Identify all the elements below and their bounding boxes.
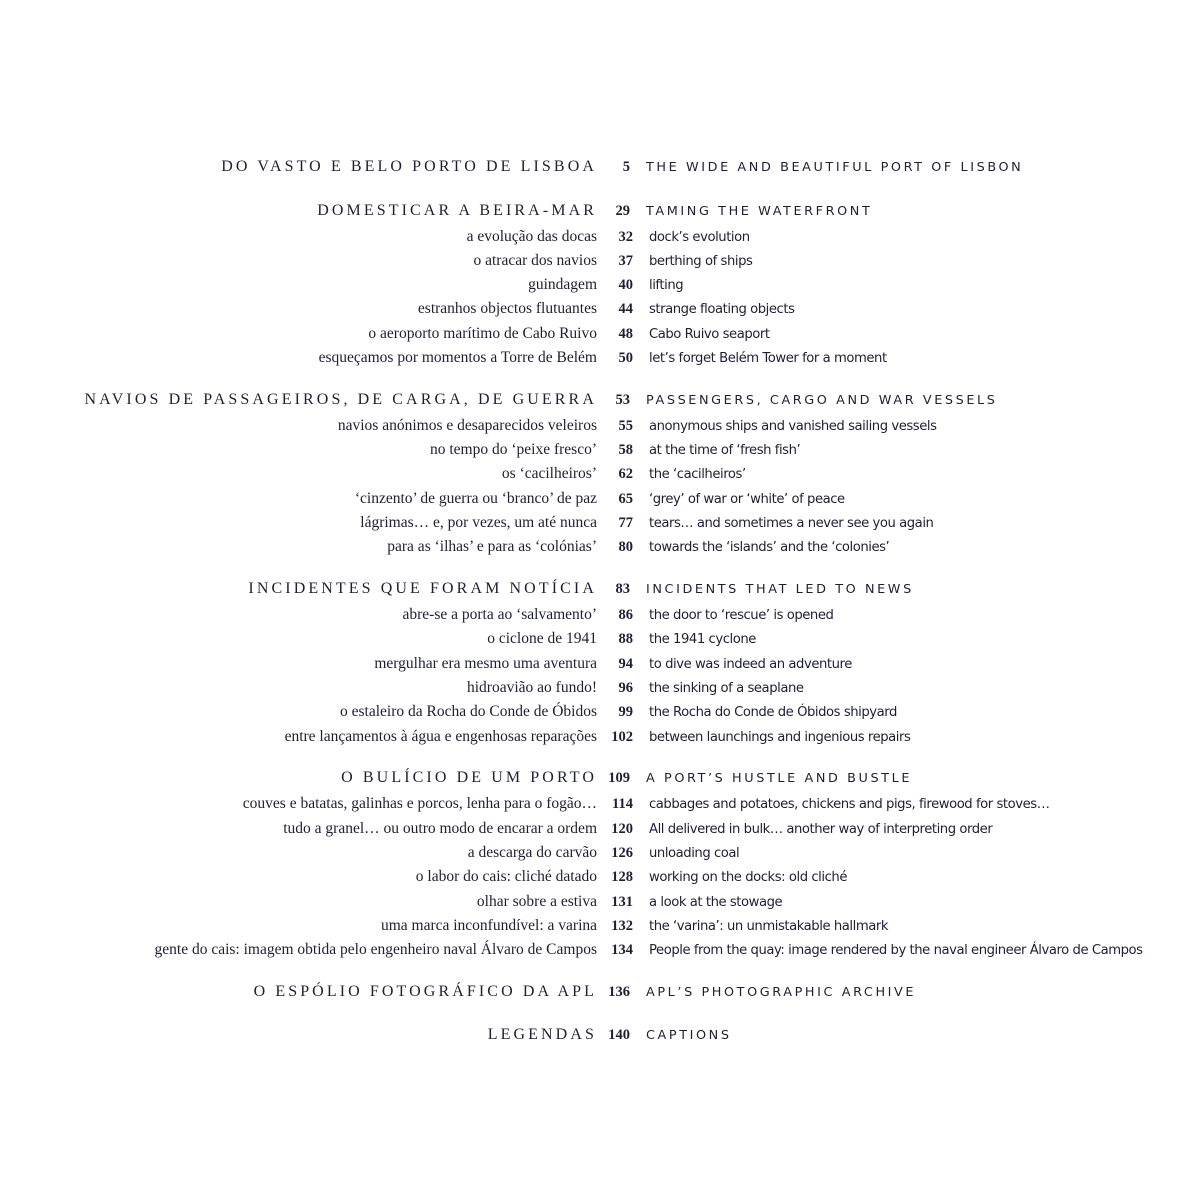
portuguese-title: para as ‘ilhas’ e para as ‘colónias’ <box>387 538 597 556</box>
toc-entry <box>0 728 1200 752</box>
page-number: 99 <box>618 704 633 721</box>
english-title: ‘grey’ of war or ‘white’ of peace <box>649 491 845 507</box>
page-number: 128 <box>611 869 633 886</box>
english-title: the ‘cacilheiros’ <box>649 467 746 483</box>
portuguese-title: no tempo do ‘peixe fresco’ <box>430 441 597 459</box>
portuguese-title: DOMESTICAR A BEIRA-MAR <box>317 201 597 219</box>
portuguese-title: estranhos objectos flutuantes <box>417 300 597 318</box>
english-title: tears… and sometimes a never see you again <box>649 515 934 531</box>
page-number: 109 <box>608 770 630 787</box>
page-number: 134 <box>611 942 633 959</box>
english-title: anonymous ships and vanished sailing vessels <box>649 418 937 434</box>
english-title: the 1941 cyclone <box>649 632 756 648</box>
portuguese-title: LEGENDAS <box>487 1026 597 1044</box>
page-number: 53 <box>615 391 630 408</box>
toc-section-heading <box>0 769 1200 795</box>
page-number: 126 <box>611 844 633 861</box>
section-gap <box>0 965 1200 983</box>
toc-entry <box>0 441 1200 465</box>
english-title: Cabo Ruivo seaport <box>649 326 770 342</box>
portuguese-title: esqueçamos por momentos a Torre de Belém <box>318 348 597 366</box>
section-gap <box>0 563 1200 581</box>
page-number: 50 <box>618 349 633 366</box>
page-number: 62 <box>618 466 633 483</box>
portuguese-title: navios anónimos e desaparecidos veleiros <box>337 416 597 434</box>
toc-entry <box>0 630 1200 654</box>
toc-section-heading <box>0 1026 1200 1052</box>
page-number: 102 <box>611 728 633 745</box>
page-number: 132 <box>611 917 633 934</box>
section-gap <box>0 1009 1200 1027</box>
english-title: strange floating objects <box>649 302 795 318</box>
portuguese-title: o labor do cais: cliché datado <box>415 868 597 886</box>
page-number: 86 <box>618 607 633 624</box>
portuguese-title: entre lançamentos à água e engenhosas reparações <box>284 727 597 745</box>
toc-section-heading <box>0 202 1200 228</box>
toc-section-heading <box>0 158 1200 184</box>
page-number: 44 <box>618 301 633 318</box>
english-title: All delivered in bulk… another way of interpreting order <box>649 821 993 837</box>
portuguese-title: o estaleiro da Rocha do Conde de Óbidos <box>340 703 597 721</box>
page-number: 88 <box>618 631 633 648</box>
english-title: INCIDENTS THAT LED TO NEWS <box>646 582 914 598</box>
english-title: A PORT’S HUSTLE AND BUSTLE <box>646 771 913 787</box>
page-number: 80 <box>618 539 633 556</box>
english-title: cabbages and potatoes, chickens and pigs, firewood for stoves… <box>649 797 1050 813</box>
english-title: the sinking of a seaplane <box>649 680 804 696</box>
page-number: 40 <box>618 277 633 294</box>
portuguese-title: INCIDENTES QUE FORAM NOTÍCIA <box>248 580 597 598</box>
english-title: berthing of ships <box>649 253 753 269</box>
page-number: 94 <box>618 655 633 672</box>
toc-entry <box>0 795 1200 819</box>
english-title: People from the quay: image rendered by the naval engineer Álvaro de Campos <box>649 943 1143 959</box>
toc-entry <box>0 820 1200 844</box>
page-number: 5 <box>622 159 630 175</box>
english-title: working on the docks: old cliché <box>649 870 847 886</box>
page-number: 37 <box>618 252 633 269</box>
page-number: 58 <box>618 442 633 459</box>
english-title: APL’S PHOTOGRAPHIC ARCHIVE <box>646 984 917 1000</box>
english-title: between launchings and ingenious repairs <box>649 729 911 745</box>
page-number: 48 <box>618 325 633 342</box>
page-number: 136 <box>608 983 630 1000</box>
english-title: unloading coal <box>649 845 740 861</box>
portuguese-title: o aeroporto marítimo de Cabo Ruivo <box>368 324 597 342</box>
toc-entry <box>0 917 1200 941</box>
english-title: the door to ‘rescue’ is opened <box>649 608 834 624</box>
toc-entry <box>0 868 1200 892</box>
portuguese-title: olhar sobre a estiva <box>476 892 597 910</box>
page-number: 131 <box>611 893 633 910</box>
page-number: 77 <box>618 514 633 531</box>
toc-entry <box>0 349 1200 373</box>
page-number: 140 <box>608 1027 630 1044</box>
toc-entry <box>0 606 1200 630</box>
english-title: the Rocha do Conde de Óbidos shipyard <box>649 705 897 721</box>
english-title: dock’s evolution <box>649 229 750 245</box>
portuguese-title: o atracar dos navios <box>473 251 597 269</box>
toc-entry <box>0 228 1200 252</box>
toc-entry <box>0 893 1200 917</box>
section-gap <box>0 373 1200 391</box>
toc-section-heading <box>0 983 1200 1009</box>
toc-entry <box>0 465 1200 489</box>
portuguese-title: NAVIOS DE PASSAGEIROS, DE CARGA, DE GUERRA <box>84 390 597 408</box>
page-number: 29 <box>615 202 630 219</box>
portuguese-title: o ciclone de 1941 <box>487 630 597 648</box>
portuguese-title: guindagem <box>528 276 597 294</box>
portuguese-title: a evolução das docas <box>466 227 597 245</box>
english-title: a look at the stowage <box>649 894 783 910</box>
toc-entry <box>0 538 1200 562</box>
toc-entry <box>0 844 1200 868</box>
portuguese-title: hidroavião ao fundo! <box>467 678 597 696</box>
english-title: towards the ‘islands’ and the ‘colonies’ <box>649 540 890 556</box>
page-number: 55 <box>618 417 633 434</box>
portuguese-title: DO VASTO E BELO PORTO DE LISBOA <box>221 158 597 175</box>
toc-entry <box>0 300 1200 324</box>
table-of-contents <box>0 158 1200 1052</box>
portuguese-title: couves e batatas, galinhas e porcos, lenha para o fogão… <box>242 795 597 813</box>
section-gap <box>0 184 1200 202</box>
portuguese-title: ‘cinzento’ de guerra ou ‘branco’ de paz <box>354 489 597 507</box>
page-number: 120 <box>611 820 633 837</box>
page-number: 65 <box>618 490 633 507</box>
english-title: TAMING THE WATERFRONT <box>646 203 873 219</box>
toc-entry <box>0 679 1200 703</box>
english-title: CAPTIONS <box>646 1028 732 1044</box>
toc-section-heading <box>0 391 1200 417</box>
portuguese-title: abre-se a porta ao ‘salvamento’ <box>402 606 597 624</box>
toc-entry <box>0 252 1200 276</box>
toc-entry <box>0 490 1200 514</box>
english-title: at the time of ‘fresh fish’ <box>649 443 801 459</box>
english-title: lifting <box>649 278 684 294</box>
page-number: 96 <box>618 679 633 696</box>
portuguese-title: O BULÍCIO DE UM PORTO <box>341 769 597 787</box>
toc-entry <box>0 514 1200 538</box>
toc-entry <box>0 655 1200 679</box>
portuguese-title: uma marca inconfundível: a varina <box>380 916 597 934</box>
portuguese-title: lágrimas… e, por vezes, um até nunca <box>360 513 597 531</box>
toc-entry <box>0 703 1200 727</box>
toc-entry <box>0 417 1200 441</box>
page-number: 114 <box>612 796 633 813</box>
english-title: THE WIDE AND BEAUTIFUL PORT OF LISBON <box>646 160 1024 175</box>
portuguese-title: a descarga do carvão <box>467 843 597 861</box>
portuguese-title: O ESPÓLIO FOTOGRÁFICO DA APL <box>253 982 597 1000</box>
portuguese-title: tudo a granel… ou outro modo de encarar a ordem <box>283 819 597 837</box>
portuguese-title: os ‘cacilheiros’ <box>501 465 597 483</box>
english-title: PASSENGERS, CARGO AND WAR VESSELS <box>646 392 998 408</box>
toc-entry <box>0 941 1200 965</box>
page-number: 32 <box>618 228 633 245</box>
section-gap <box>0 752 1200 770</box>
english-title: to dive was indeed an adventure <box>649 656 852 672</box>
toc-entry <box>0 276 1200 300</box>
toc-section-heading <box>0 580 1200 606</box>
toc-entry <box>0 325 1200 349</box>
english-title: the ‘varina’: un unmistakable hallmark <box>649 918 889 934</box>
portuguese-title: mergulhar era mesmo uma aventura <box>374 654 597 672</box>
page-number: 83 <box>615 581 630 598</box>
english-title: let’s forget Belém Tower for a moment <box>649 350 887 366</box>
portuguese-title: gente do cais: imagem obtida pelo engenheiro naval Álvaro de Campos <box>154 941 597 959</box>
